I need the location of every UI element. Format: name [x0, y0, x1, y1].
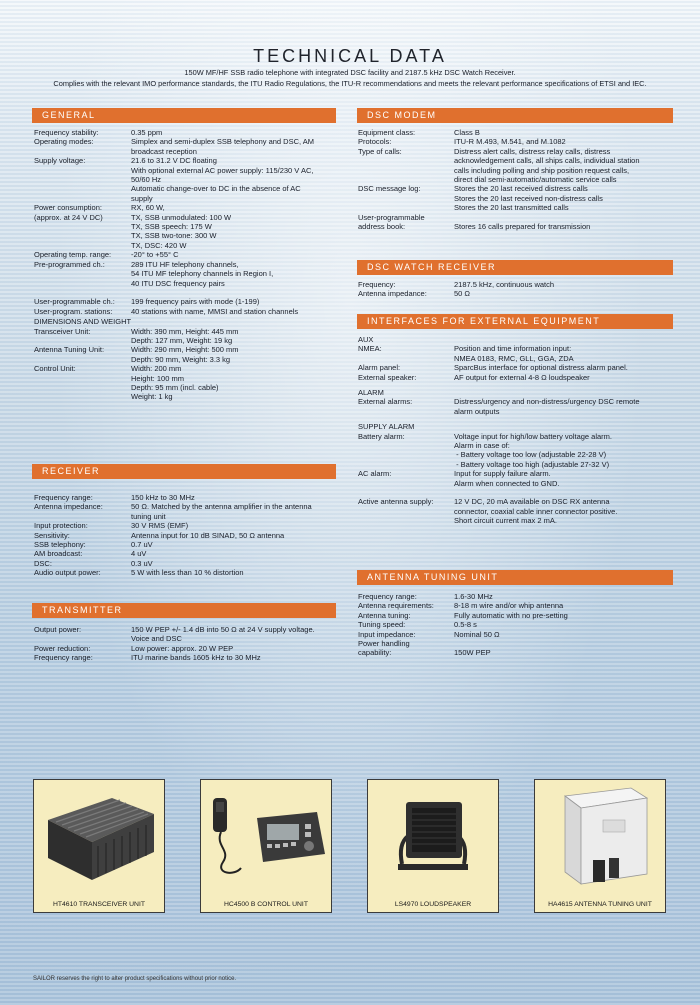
dsc-modem-header: DSC MODEM	[357, 108, 673, 123]
loudspeaker-photo	[367, 779, 499, 913]
spec-value	[454, 488, 678, 497]
spec-value-line: Depth: 127 mm, Weight: 19 kg	[131, 335, 233, 345]
atu-photo	[534, 779, 666, 913]
spec-row	[34, 288, 339, 297]
spec-row	[358, 222, 678, 231]
spec-label: Power consumption:	[34, 203, 102, 213]
spec-row	[358, 373, 678, 382]
spec-label: Alarm panel:	[358, 363, 401, 373]
spec-row	[358, 620, 678, 629]
spec-value	[131, 521, 339, 530]
spec-value-line: 2187.5 kHz, continuous watch	[454, 280, 555, 289]
spec-row	[34, 297, 339, 306]
spec-row	[358, 397, 678, 416]
spec-value-line: 0.35 ppm	[131, 128, 163, 137]
spec-value	[454, 222, 678, 231]
spec-value-line: 50/60 Hz	[131, 175, 162, 185]
spec-row	[34, 653, 339, 662]
spec-label: External alarms:	[358, 397, 413, 407]
spec-value	[454, 128, 678, 137]
spec-value-line: - Battery voltage too high (adjustable 27-32 V)	[454, 459, 610, 469]
spec-label: Frequency stability:	[34, 128, 99, 137]
transceiver-photo	[33, 779, 165, 913]
atu-image	[535, 780, 665, 890]
spec-value-line: tuning unit	[131, 511, 166, 521]
spec-value-line	[131, 288, 339, 297]
spec-value-line: Width: 290 mm, Height: 500 mm	[131, 345, 239, 355]
spec-row	[34, 559, 339, 568]
spec-value-line: AF output for external 4-8 Ω loudspeaker	[454, 372, 590, 382]
spec-value-line: 30 V RMS (EMF)	[131, 521, 189, 531]
spec-value-line: ITU marine bands 1605 kHz to 30 MHz	[131, 653, 261, 663]
spec-value-line: Voltage input for high/low battery voltage alarm.	[454, 431, 613, 441]
spec-value	[454, 469, 678, 488]
spec-value-line: Input for supply failure alarm.	[454, 469, 551, 479]
spec-value-line: Width: 390 mm, Height: 445 mm	[131, 326, 239, 336]
spec-value-line: broadcast reception	[131, 146, 197, 156]
spec-label: Power handling	[358, 639, 410, 649]
spec-value-line: 150W PEP	[454, 648, 491, 658]
spec-value-line: Class B	[454, 128, 480, 137]
spec-label: Antenna impedance:	[34, 502, 103, 512]
spec-value-line: Weight: 1 kg	[131, 392, 173, 402]
control-unit-image	[201, 780, 331, 890]
spec-label: capability:	[358, 648, 392, 658]
spec-value	[454, 497, 678, 525]
spec-value	[454, 432, 678, 470]
spec-value-line: Antenna input for 10 dB SINAD, 50 Ω antenna	[131, 530, 285, 540]
spec-value-line: 21.6 to 31.2 V DC floating	[131, 156, 217, 166]
spec-row	[358, 648, 678, 657]
spec-row	[34, 307, 339, 316]
spec-row	[34, 521, 339, 530]
spec-row	[358, 601, 678, 610]
spec-value-line: Stores the 20 last received distress calls	[454, 184, 588, 194]
spec-value	[454, 373, 678, 382]
spec-value	[131, 625, 339, 644]
spec-value	[454, 344, 678, 363]
spec-row	[34, 327, 339, 346]
spec-value	[454, 363, 678, 372]
alarm-heading: ALARM	[358, 388, 384, 398]
spec-label: Control Unit:	[34, 364, 76, 374]
spec-value-line: ITU-R M.493, M.541, and M.1082	[454, 137, 566, 147]
dsc-watch-header: DSC WATCH RECEIVER	[357, 260, 673, 275]
spec-label: External speaker:	[358, 372, 417, 382]
spec-label: Active antenna supply:	[358, 497, 434, 507]
spec-row	[34, 128, 339, 137]
spec-value-line: 199 frequency pairs with mode (1-199)	[131, 297, 260, 307]
spec-value	[131, 260, 339, 288]
spec-value	[131, 307, 339, 316]
spec-value-line: TX, DSC: 420 W	[131, 240, 187, 250]
spec-label: Frequency range:	[358, 592, 417, 601]
general-specs	[34, 128, 339, 402]
receiver-specs	[34, 493, 339, 578]
spec-value-line: With optional external AC power supply: 115/230 V AC,	[131, 165, 314, 175]
spec-label: Input impedance:	[358, 629, 416, 639]
dsc-watch-specs	[358, 280, 678, 299]
spec-label: Antenna impedance:	[358, 289, 427, 299]
interfaces-specs	[358, 334, 678, 526]
spec-value	[454, 611, 678, 620]
spec-value	[131, 493, 339, 502]
spec-label	[358, 488, 454, 497]
spec-row	[34, 568, 339, 577]
spec-value	[454, 601, 678, 610]
spec-value	[131, 288, 339, 297]
photo-caption-transceiver: HT4610 TRANSCEIVER UNIT	[52, 901, 146, 908]
spec-label: AM broadcast:	[34, 549, 83, 559]
spec-label: NMEA:	[358, 344, 382, 354]
spec-label: (approx. at 24 V DC)	[34, 212, 103, 222]
spec-value	[131, 549, 339, 558]
spec-value-line: 40 stations with name, MMSI and station channels	[131, 306, 299, 316]
spec-value	[131, 213, 339, 251]
compliance-statement: Complies with the relevant IMO performance standards, the ITU Radio Regulations, the ITU-R recommendations and meets the relevant performance specifications of ETSI and IEC.	[53, 79, 647, 88]
spec-row	[358, 592, 678, 601]
spec-row	[34, 531, 339, 540]
spec-value	[131, 128, 339, 137]
spec-value-line: Height: 100 mm	[131, 373, 184, 383]
spec-value-line: Distress/urgency and non-distress/urgency DSC remote	[454, 397, 640, 407]
spec-value	[454, 184, 678, 212]
spec-value-line: 40 ITU DSC frequency pairs	[131, 278, 225, 288]
loudspeaker-image	[368, 780, 498, 890]
spec-value	[131, 203, 339, 212]
spec-value-line: 150 W PEP +/- 1.4 dB into 50 Ω at 24 V supply voltage.	[131, 625, 315, 634]
spec-value-line: 0.5-8 s	[454, 620, 477, 630]
spec-value	[131, 156, 339, 203]
spec-label: Output power:	[34, 625, 82, 634]
atu-header: ANTENNA TUNING UNIT	[357, 570, 673, 585]
spec-value-line: TX, SSB speech: 175 W	[131, 222, 212, 232]
spec-label: User-program. stations:	[34, 306, 113, 316]
spec-row	[34, 203, 339, 212]
spec-value	[131, 364, 339, 402]
spec-label: Type of calls:	[358, 146, 402, 156]
spec-label: Protocols:	[358, 137, 392, 147]
photo-caption-atu: HA4615 ANTENNA TUNING UNIT	[548, 901, 652, 908]
spec-row	[358, 344, 678, 363]
spec-label	[34, 288, 131, 297]
spec-value	[131, 345, 339, 364]
spec-row	[34, 540, 339, 549]
spec-value-line: Short circuit current max 2 mA.	[454, 516, 557, 526]
transmitter-header: TRANSMITTER	[32, 603, 336, 618]
spec-value	[454, 620, 678, 629]
spec-row	[34, 549, 339, 558]
spec-value-line: Fully automatic with no pre-setting	[454, 610, 568, 620]
spec-label: Antenna Tuning Unit:	[34, 345, 105, 355]
spec-row	[34, 364, 339, 402]
spec-row	[358, 488, 678, 497]
spec-value-line: TX, SSB two-tone: 300 W	[131, 231, 217, 241]
spec-value	[454, 630, 678, 639]
spec-value-line: SparcBus interface for optional distress alarm panel.	[454, 363, 628, 373]
spec-value-line	[454, 213, 678, 222]
spec-label: Transceiver Unit:	[34, 326, 91, 336]
spec-label: Frequency range:	[34, 653, 93, 663]
spec-value-line: Nominal 50 Ω	[454, 629, 500, 639]
spec-label: AC alarm:	[358, 469, 392, 479]
spec-value	[131, 653, 339, 662]
spec-row	[358, 280, 678, 289]
spec-value	[131, 250, 339, 259]
spec-value	[131, 644, 339, 653]
spec-label: SSB telephony:	[34, 540, 86, 550]
spec-label: Frequency:	[358, 280, 396, 289]
page-subtitle: 150W MF/HF SSB radio telephone with integrated DSC facility and 2187.5 kHz DSC Watch Receiver.	[184, 68, 516, 77]
spec-value-line: Simplex and semi-duplex SSB telephony and DSC, AM	[131, 137, 315, 147]
spec-value	[454, 592, 678, 601]
spec-value-line	[454, 488, 678, 497]
spec-value-line: Depth: 95 mm (incl. cable)	[131, 382, 219, 392]
general-header: GENERAL	[32, 108, 336, 123]
atu-specs	[358, 592, 678, 658]
aux-heading: AUX	[358, 335, 374, 344]
spec-value-line: 5 W with less than 10 % distortion	[131, 568, 244, 578]
spec-value	[131, 559, 339, 568]
spec-row	[358, 639, 678, 648]
page-title: TECHNICAL DATA	[253, 46, 447, 66]
spec-value-line: 12 V DC, 20 mA available on DSC RX antenna	[454, 497, 610, 507]
spec-value-line: Low power: approx. 20 W PEP	[131, 643, 234, 653]
spec-label: Equipment class:	[358, 128, 416, 137]
spec-value	[131, 502, 339, 521]
spec-value-line	[454, 639, 678, 648]
spec-label: Power reduction:	[34, 643, 91, 653]
spec-label: Antenna requirements:	[358, 601, 434, 611]
spec-row	[358, 213, 678, 222]
spec-value-line: Distress alert calls, distress relay calls, distress	[454, 146, 611, 156]
footer-disclaimer: SAILOR reserves the right to alter product specifications without prior notice.	[33, 976, 237, 982]
spec-value-line: RX, 60 W,	[131, 203, 165, 213]
spec-value-line: Stores 16 calls prepared for transmission	[454, 222, 591, 232]
spec-label: Operating temp. range:	[34, 250, 112, 260]
spec-row	[358, 469, 678, 488]
spec-row	[34, 250, 339, 259]
spec-row	[34, 644, 339, 653]
spec-value-line: Stores the 20 last received non-distress calls	[454, 193, 603, 203]
photo-caption-control-unit: HC4500 B CONTROL UNIT	[224, 901, 308, 908]
spec-value-line: 8-18 m wire and/or whip antenna	[454, 601, 564, 611]
spec-value-line: Automatic change-over to DC in the absence of AC	[131, 184, 301, 194]
spec-row	[358, 432, 678, 470]
spec-row	[34, 260, 339, 288]
spec-row	[358, 611, 678, 620]
spec-value	[131, 540, 339, 549]
spec-value-line: alarm outputs	[454, 406, 500, 416]
spec-value-line: 150 kHz to 30 MHz	[131, 493, 195, 502]
spec-label: address book:	[358, 222, 406, 232]
spec-value	[454, 639, 678, 648]
spec-label: Sensitivity:	[34, 530, 70, 540]
spec-value-line: Stores the 20 last transmitted calls	[454, 203, 569, 213]
spec-row	[358, 137, 678, 146]
spec-label: DSC:	[34, 558, 52, 568]
spec-row	[34, 156, 339, 203]
spec-value	[131, 531, 339, 540]
spec-row	[358, 184, 678, 212]
spec-row	[358, 363, 678, 372]
spec-label: Pre-programmed ch.:	[34, 259, 105, 269]
spec-value-line: connector, coaxial cable inner connector positive.	[454, 506, 618, 516]
spec-label: User-programmable	[358, 212, 425, 222]
spec-value-line: TX, SSB unmodulated: 100 W	[131, 212, 232, 222]
spec-value	[454, 289, 678, 298]
spec-value-line: 0.3 uV	[131, 558, 153, 568]
spec-value	[454, 280, 678, 289]
spec-value	[131, 137, 339, 156]
photo-caption-loudspeaker: LS4970 LOUDSPEAKER	[394, 901, 472, 908]
spec-value-line: supply	[131, 193, 153, 203]
spec-row	[34, 502, 339, 521]
spec-label: Supply voltage:	[34, 156, 86, 166]
spec-row	[34, 625, 339, 644]
spec-row	[358, 289, 678, 298]
spec-row	[34, 493, 339, 502]
control-unit-photo	[200, 779, 332, 913]
spec-value	[131, 297, 339, 306]
spec-value-line: 50 Ω. Matched by the antenna amplifier in the antenna	[131, 502, 312, 512]
spec-value	[454, 213, 678, 222]
spec-value-line: -20° to +55° C	[131, 250, 179, 260]
spec-value-line: direct dial semi-automatic/automatic service calls	[454, 175, 617, 185]
supply-alarm-heading: SUPPLY ALARM	[358, 422, 415, 432]
spec-value	[454, 648, 678, 657]
spec-value-line: Voice and DSC	[131, 634, 182, 644]
spec-row	[34, 137, 339, 156]
spec-value-line: Alarm when connected to GND.	[454, 478, 560, 488]
spec-label: Input protection:	[34, 521, 88, 531]
spec-value-line: Width: 200 mm	[131, 364, 182, 374]
spec-value-line: acknowledgement calls, all ships calls, individual station	[454, 156, 640, 166]
spec-value-line: 289 ITU HF telephony channels,	[131, 259, 239, 269]
receiver-header: RECEIVER	[32, 464, 336, 479]
spec-row	[34, 213, 339, 251]
spec-value-line: 54 ITU MF telephony channels in Region I,	[131, 269, 274, 279]
spec-value	[454, 137, 678, 146]
spec-row	[358, 147, 678, 185]
dimensions-heading: DIMENSIONS AND WEIGHT	[34, 317, 132, 327]
spec-label: Tuning speed:	[358, 620, 406, 630]
spec-row	[34, 345, 339, 364]
spec-label: Battery alarm:	[358, 431, 405, 441]
spec-row	[358, 497, 678, 525]
spec-label: User-programmable ch.:	[34, 297, 115, 307]
spec-label: DSC message log:	[358, 184, 421, 194]
spec-value-line: NMEA 0183, RMC, GLL, GGA, ZDA	[454, 353, 574, 363]
spec-row	[358, 630, 678, 639]
spec-value-line: Alarm in case of:	[454, 441, 510, 451]
spec-value	[131, 568, 339, 577]
spec-value-line: 1.6-30 MHz	[454, 592, 493, 601]
spec-value-line: 4 uV	[131, 549, 147, 559]
interfaces-header: INTERFACES FOR EXTERNAL EQUIPMENT	[357, 314, 673, 329]
dsc-modem-specs	[358, 128, 678, 231]
spec-value	[454, 147, 678, 185]
spec-value	[131, 327, 339, 346]
spec-value	[454, 397, 678, 416]
spec-label: Frequency range:	[34, 493, 93, 502]
spec-value-line: - Battery voltage too low (adjustable 22-28 V)	[454, 450, 607, 460]
spec-value-line: 50 Ω	[454, 289, 471, 299]
spec-value-line: 0.7 uV	[131, 540, 153, 550]
spec-label: Antenna tuning:	[358, 610, 411, 620]
spec-value-line: Position and time information input:	[454, 344, 572, 354]
spec-value-line: calls including polling and ship position request calls,	[454, 165, 630, 175]
spec-row	[358, 128, 678, 137]
transmitter-specs	[34, 625, 339, 663]
spec-label: Operating modes:	[34, 137, 94, 147]
spec-value-line: Depth: 90 mm, Weight: 3.3 kg	[131, 354, 231, 364]
transceiver-image	[34, 780, 164, 890]
spec-label: Audio output power:	[34, 568, 101, 578]
